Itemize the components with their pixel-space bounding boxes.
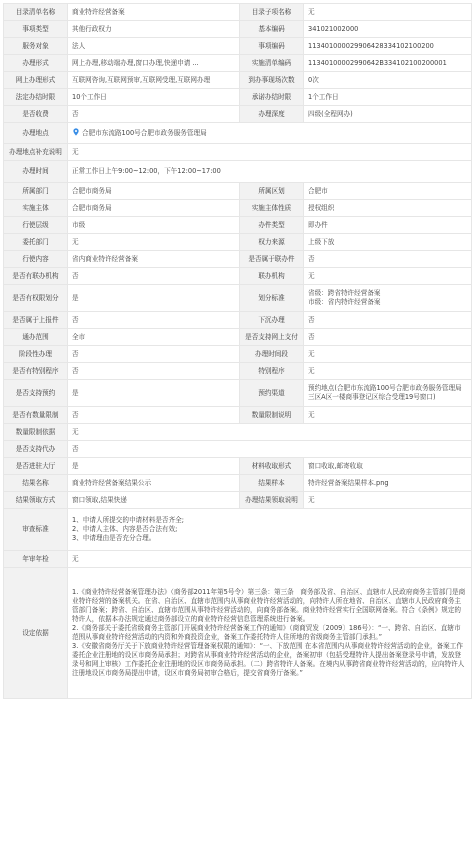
field-value [68,234,240,251]
detail-row [4,268,472,285]
field-value-text: 正常工作日上午9:00~12:00，下午12:00~17:00 [72,167,221,175]
field-value [304,38,472,55]
field-label: 办理深度 [240,106,304,123]
field-value [304,4,472,21]
field-value [68,251,240,268]
field-value [68,4,240,21]
field-value-text: 商业特许经营备案结果公示 [72,478,152,487]
field-value [68,492,240,509]
field-label: 阶段性办理 [4,346,68,363]
field-label: 是否有联办机构 [4,268,68,285]
detail-row [4,21,472,38]
field-value [304,492,472,509]
field-label: 划分标准 [240,285,304,312]
field-value-text: 全市 [72,332,86,341]
field-label: 是否进驻大厅 [4,458,68,475]
field-value [304,268,472,285]
field-value [68,568,472,699]
field-value-text: 市级 [72,220,86,229]
field-value [304,329,472,346]
field-value [68,475,240,492]
field-value-text: 商业特许经营备案 [72,7,125,16]
field-value-text: 0次 [308,75,319,84]
field-value-text: 无 [72,427,79,436]
detail-row [4,234,472,251]
field-label: 基本编码 [240,21,304,38]
field-value-text: 3.《安徽省商务厅关于下放商业特许经营管理备案权限的通知》：“一、下放范围 在本省范围内从事商业特许经营活动的企业，备案工作委托企业注册地的设区市商务局承担；对跨省从事商业特许经营活动的企业，备案初审（包括受理特许人提出备案登录号申请，发放登录号和网上审核）工作委托企业注册地的设区市商务局承担。（二）跨省特许人备案。在境内从事跨省商业特许经营活动的，应向特许人注册地设区市商务局提出申请，设区市商务局初审合格后，提交省商务厅备案。” [72,642,465,677]
field-label: 材料收取形式 [240,458,304,475]
field-value-text: 合肥市东流路100号合肥市政务服务管理局 [82,129,207,137]
field-value [68,55,240,72]
field-label: 预约渠道 [240,380,304,407]
field-value [304,21,472,38]
field-value [304,72,472,89]
field-value-text: 合肥市 [308,186,328,195]
detail-table-body [4,4,472,699]
field-label: 是否收费 [4,106,68,123]
field-value-text: 无 [308,495,315,504]
field-value [68,407,240,424]
field-value-text: 网上办理,移动端办理,窗口办理,快递申请 ... [72,58,199,67]
field-label: 行使内容 [4,251,68,268]
field-value [68,380,240,407]
field-label: 是否支持代办 [4,441,68,458]
detail-row [4,475,472,492]
field-value [68,441,472,458]
field-value [304,55,472,72]
field-label: 数量限制说明 [240,407,304,424]
field-label: 事项编码 [240,38,304,55]
field-value [68,72,240,89]
field-label: 所属部门 [4,183,68,200]
field-value-text: 是 [72,293,79,302]
field-label: 结果领取方式 [4,492,68,509]
field-label: 联办机构 [240,268,304,285]
detail-row [4,72,472,89]
field-label: 目录清单名称 [4,4,68,21]
field-label: 审查标准 [4,509,68,551]
field-label: 下沉办理 [240,312,304,329]
field-label: 是否有权限划分 [4,285,68,312]
detail-row [4,144,472,161]
detail-row [4,329,472,346]
field-label: 是否有数量限制 [4,407,68,424]
field-value-text: 否 [72,271,79,280]
detail-row [4,363,472,380]
detail-row [4,346,472,363]
field-label: 办理时间段 [240,346,304,363]
field-value [304,407,472,424]
field-value [68,38,240,55]
field-value [68,217,240,234]
field-value [68,161,472,183]
field-value [68,509,472,551]
field-label: 目录子项名称 [240,4,304,21]
field-label: 特别程序 [240,363,304,380]
field-value [304,106,472,123]
field-value-text: 否 [308,254,315,263]
field-value-text: 合肥市商务局 [72,203,112,212]
field-value [68,363,240,380]
field-label: 办理形式 [4,55,68,72]
field-value-text: 法人 [72,41,86,50]
field-value-text: 10个工作日 [72,92,107,101]
field-value [304,312,472,329]
field-label: 是否属于上报件 [4,312,68,329]
field-value-text: 是 [72,461,79,470]
field-label: 实施主体性质 [240,200,304,217]
field-label: 委托部门 [4,234,68,251]
field-value-text: 无 [308,349,315,358]
field-value-text: 11340100002990642B334102100200001 [308,58,447,67]
field-value-text: 否 [72,349,79,358]
field-value-text: 是 [72,388,79,397]
field-value-text: 1个工作日 [308,92,339,101]
field-label: 办理地点 [4,123,68,144]
detail-row [4,106,472,123]
detail-row [4,161,472,183]
detail-row [4,441,472,458]
field-value [68,312,240,329]
field-value [68,21,240,38]
field-label: 年审年检 [4,551,68,568]
field-value-text: 无 [308,271,315,280]
detail-row [4,407,472,424]
field-value-text: 四级(全程网办) [308,109,353,118]
detail-row [4,509,472,551]
field-label: 实施清单编码 [240,55,304,72]
field-label: 服务对象 [4,38,68,55]
field-value-text: 授权组织 [308,203,335,212]
field-label: 办件类型 [240,217,304,234]
field-value-text: 上级下放 [308,237,335,246]
detail-row [4,492,472,509]
field-value-text: 2、申请人主体、内容是否合法有效; [72,525,178,533]
field-label: 数量限制依据 [4,424,68,441]
field-label: 结果样本 [240,475,304,492]
field-value-text: 市级：省内特许经营备案 [308,298,381,306]
field-value-text: 无 [308,7,315,16]
field-value [68,424,472,441]
field-label: 是否支持预约 [4,380,68,407]
field-label: 实施主体 [4,200,68,217]
field-value [304,183,472,200]
detail-row [4,424,472,441]
field-value-text: 无 [72,147,79,156]
field-value-text: 否 [72,410,79,419]
field-value [304,458,472,475]
detail-row [4,38,472,55]
field-value-text: 1.《商业特许经营备案管理办法》（商务部2011年第5号令）第三条：第三条 商务部及省、自治区、直辖市人民政府商务主管部门是商业特许经营的备案机关。在省、自治区、直辖市范围内从事商业特许经营活动的，向特许人所在地省、自治区、直辖市人民政府商务主管部门备案；跨省、自治区、直辖市范围从事特许经营活动的，向商务部备案。商业特许经营实行全国联网备案。符合《条例》规定的特许人，依据本办法规定通过商务部设立的商业特许经营信息管理系统进行备案。 [72,588,466,623]
field-value-text: 无 [308,410,315,419]
field-label: 通办范围 [4,329,68,346]
field-value-text: 113401000029906428334102100200 [308,41,434,50]
field-label: 设定依据 [4,568,68,699]
field-value-text: 即办件 [308,220,328,229]
field-label: 所属区划 [240,183,304,200]
field-value-text: 341021002000 [308,24,359,33]
field-value [304,363,472,380]
field-label: 权力来源 [240,234,304,251]
field-value [68,144,472,161]
field-value [68,285,240,312]
field-label: 是否支持网上支付 [240,329,304,346]
field-value-text: 特许经营备案结果样本.png [308,478,389,487]
field-label: 结果名称 [4,475,68,492]
detail-row [4,312,472,329]
detail-table [3,3,472,699]
field-label: 是否有特别程序 [4,363,68,380]
field-value [304,200,472,217]
detail-row [4,4,472,21]
field-value [304,346,472,363]
field-label: 到办事现场次数 [240,72,304,89]
field-value-text: 否 [308,332,315,341]
field-value [304,251,472,268]
field-value-text: 否 [72,366,79,375]
field-label: 办理时间 [4,161,68,183]
detail-row [4,55,472,72]
detail-row [4,380,472,407]
field-value [68,183,240,200]
detail-row [4,183,472,200]
field-value [68,89,240,106]
field-value [304,285,472,312]
field-value-text: 否 [308,315,315,324]
field-label: 办理结果领取说明 [240,492,304,509]
field-value [68,458,240,475]
field-value-text: 省内商业特许经营备案 [72,254,138,263]
field-value-text: 预约地点(合肥市东流路100号合肥市政务服务管理局三区A区一楼商事登记区综合受理19号窗口) [308,384,462,401]
field-label: 事项类型 [4,21,68,38]
field-value [68,123,472,144]
field-label: 网上办理形式 [4,72,68,89]
detail-row [4,89,472,106]
detail-row [4,285,472,312]
field-value [68,200,240,217]
field-value-text: 无 [308,366,315,375]
service-item-detail [3,3,471,699]
detail-row [4,568,472,699]
field-value [68,551,472,568]
field-value-text: 互联网咨询,互联网预审,互联网受理,互联网办理 [72,75,211,84]
field-value-text: 无 [72,554,79,563]
field-value-text: 2.《商务部关于委托省级商务主管部门开展商业特许经营备案工作的通知》（商商贸发〔2009〕186号）：“一、跨省、自治区、直辖市范围从事商业特许经营活动的内资和外商投资企业，备案工作委托特许人住所地的省级商务主管部门承担。” [72,624,461,641]
detail-row [4,217,472,234]
field-value [68,268,240,285]
field-label: 法定办结时限 [4,89,68,106]
field-value [68,329,240,346]
field-value [68,346,240,363]
field-value [304,234,472,251]
field-value [304,217,472,234]
field-value-text: 无 [72,237,79,246]
field-label: 是否属于联办件 [240,251,304,268]
field-value-text: 其他行政权力 [72,24,112,33]
field-label: 承诺办结时限 [240,89,304,106]
field-value-text: 否 [72,315,79,324]
field-value-text: 省级：跨省特许经营备案 [308,289,381,297]
field-value [304,89,472,106]
field-value-text: 窗口收取,邮寄收取 [308,461,363,470]
field-value [68,106,240,123]
field-value-text: 否 [72,444,79,453]
field-value-text: 合肥市商务局 [72,186,112,195]
detail-row [4,200,472,217]
field-value-text: 1、申请人所提交的申请材料是否齐全; [72,516,184,524]
field-value-text: 3、申请理由是否充分合理。 [72,534,156,542]
field-label: 行使层级 [4,217,68,234]
location-pin-icon [72,128,80,136]
detail-row [4,251,472,268]
field-value-text: 否 [72,109,79,118]
field-value-text: 窗口领取,结果快递 [72,495,127,504]
field-value [304,475,472,492]
detail-row [4,123,472,144]
detail-row [4,551,472,568]
field-label: 办理地点补充说明 [4,144,68,161]
field-value [304,380,472,407]
detail-row [4,458,472,475]
